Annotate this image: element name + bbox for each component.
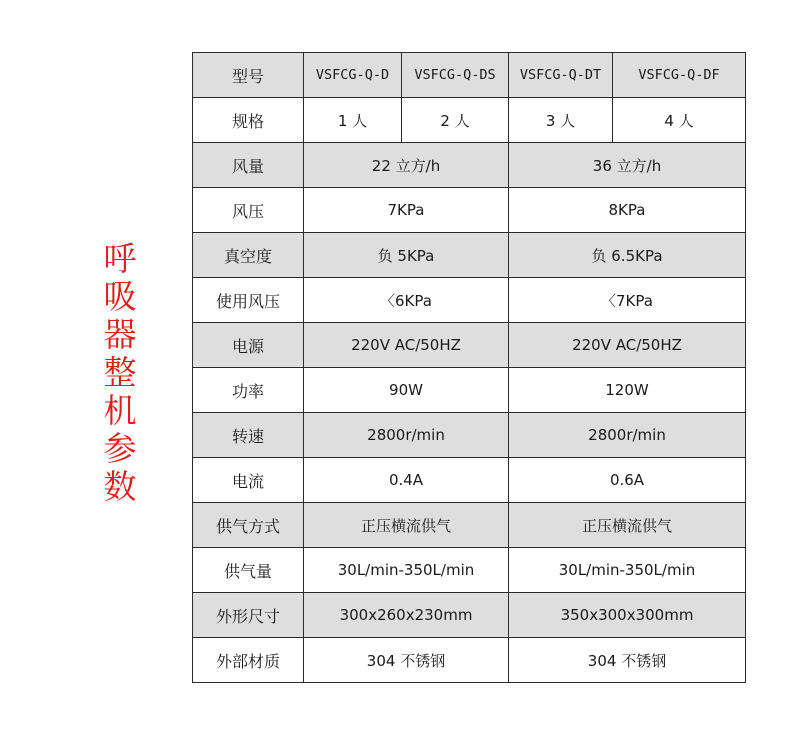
spec-cell: 4 人 <box>613 98 746 143</box>
value-cell-left: 〈6KPa <box>304 278 509 323</box>
table-row <box>193 278 746 323</box>
spec-cell: 1 人 <box>304 98 402 143</box>
value-cell-left: 7KPa <box>304 188 509 233</box>
value-cell-right: 〈7KPa <box>509 278 746 323</box>
value-cell-left: 2800r/min <box>304 413 509 458</box>
side-title-char: 器 <box>103 315 137 354</box>
row-label: 外形尺寸 <box>193 593 304 638</box>
value-cell-left: 正压横流供气 <box>304 503 509 548</box>
row-label: 功率 <box>193 368 304 413</box>
value-cell-left: 304 不锈钢 <box>304 638 509 683</box>
value-cell-left: 220V AC/50HZ <box>304 323 509 368</box>
value-cell-right: 正压横流供气 <box>509 503 746 548</box>
table-row <box>193 188 746 233</box>
value-cell-right: 36 立方/h <box>509 143 746 188</box>
row-label: 电流 <box>193 458 304 503</box>
value-cell-right: 220V AC/50HZ <box>509 323 746 368</box>
table-row-model <box>193 53 746 98</box>
table-row <box>193 638 746 683</box>
table-row <box>193 143 746 188</box>
side-title-char: 参 <box>103 429 137 468</box>
row-label: 转速 <box>193 413 304 458</box>
side-title-char: 数 <box>103 467 137 506</box>
side-title-char: 机 <box>103 391 137 430</box>
row-label: 外部材质 <box>193 638 304 683</box>
model-cell: VSFCG-Q-DS <box>402 53 509 98</box>
value-cell-right: 304 不锈钢 <box>509 638 746 683</box>
value-cell-right: 0.6A <box>509 458 746 503</box>
table-row-spec <box>193 98 746 143</box>
table-row <box>193 323 746 368</box>
row-label: 电源 <box>193 323 304 368</box>
spec-table <box>192 52 746 683</box>
value-cell-left: 30L/min-350L/min <box>304 548 509 593</box>
spec-cell: 3 人 <box>509 98 613 143</box>
table-row <box>193 233 746 278</box>
row-label: 型号 <box>193 53 304 98</box>
row-label: 真空度 <box>193 233 304 278</box>
side-title-char: 整 <box>103 353 137 392</box>
table-row <box>193 368 746 413</box>
value-cell-left: 负 5KPa <box>304 233 509 278</box>
row-label: 使用风压 <box>193 278 304 323</box>
side-title-char: 呼 <box>103 239 137 278</box>
table-row <box>193 458 746 503</box>
model-cell: VSFCG-Q-D <box>304 53 402 98</box>
table-row <box>193 413 746 458</box>
side-title-char: 吸 <box>103 277 137 316</box>
row-label: 供气量 <box>193 548 304 593</box>
value-cell-right: 2800r/min <box>509 413 746 458</box>
row-label: 规格 <box>193 98 304 143</box>
model-cell: VSFCG-Q-DT <box>509 53 613 98</box>
value-cell-right: 30L/min-350L/min <box>509 548 746 593</box>
value-cell-left: 90W <box>304 368 509 413</box>
table-row <box>193 593 746 638</box>
value-cell-right: 8KPa <box>509 188 746 233</box>
side-title <box>100 240 140 506</box>
value-cell-left: 300x260x230mm <box>304 593 509 638</box>
row-label: 供气方式 <box>193 503 304 548</box>
value-cell-right: 350x300x300mm <box>509 593 746 638</box>
spec-cell: 2 人 <box>402 98 509 143</box>
model-cell: VSFCG-Q-DF <box>613 53 746 98</box>
value-cell-left: 0.4A <box>304 458 509 503</box>
table-row <box>193 548 746 593</box>
value-cell-right: 120W <box>509 368 746 413</box>
table-row <box>193 503 746 548</box>
row-label: 风压 <box>193 188 304 233</box>
value-cell-right: 负 6.5KPa <box>509 233 746 278</box>
row-label: 风量 <box>193 143 304 188</box>
value-cell-left: 22 立方/h <box>304 143 509 188</box>
